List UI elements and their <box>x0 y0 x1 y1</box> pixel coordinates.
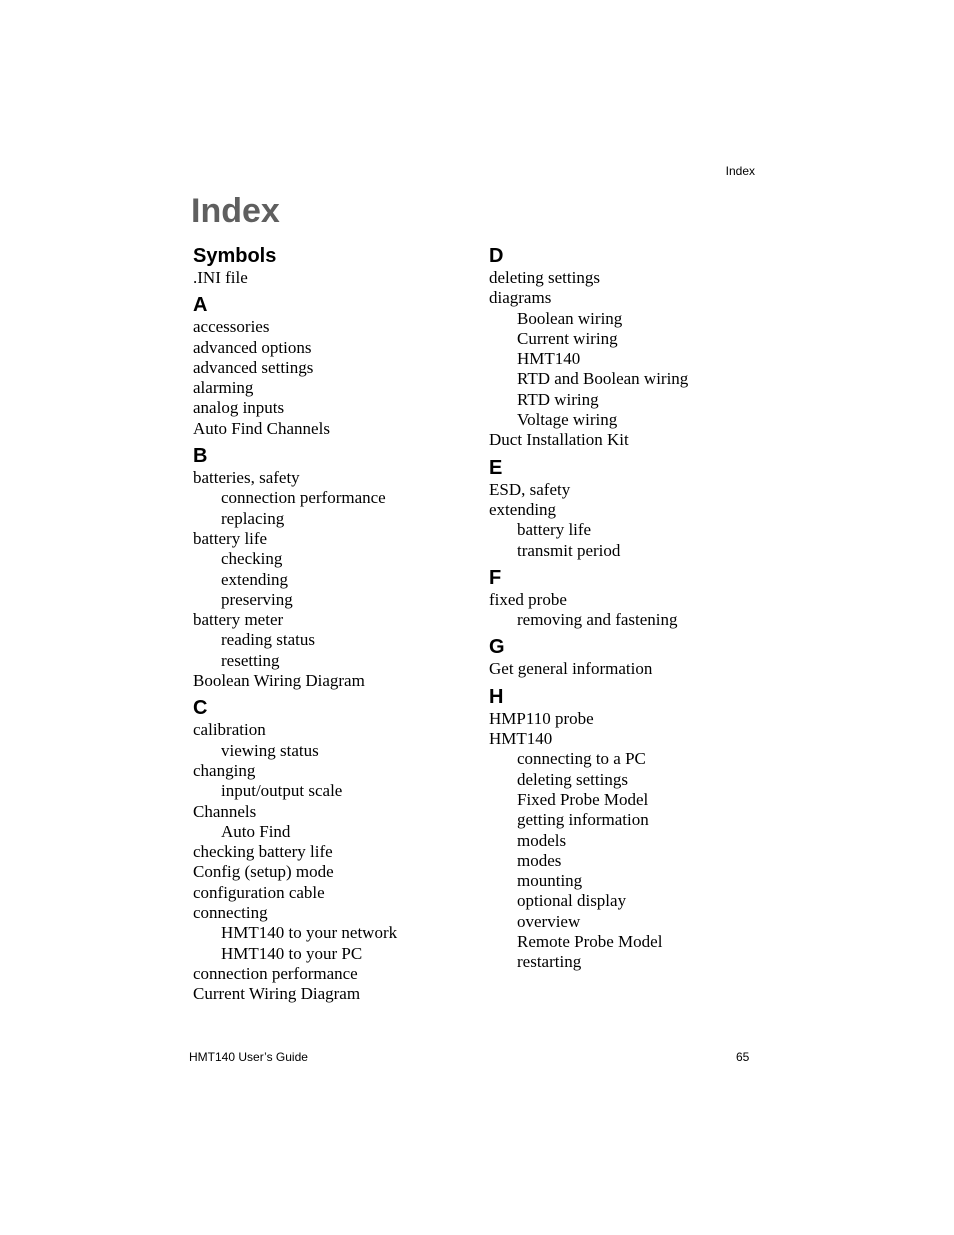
index-subentry: Boolean wiring <box>517 308 623 328</box>
running-head: Index <box>725 164 755 178</box>
index-subentry: removing and fastening <box>517 610 678 630</box>
index-entry: diagrams <box>489 288 552 308</box>
index-subentry: transmit period <box>517 540 621 560</box>
index-entry: deleting settings <box>489 268 600 287</box>
index-entry: extending <box>489 499 557 519</box>
index-subentry: HMT140 to your PC <box>221 943 363 963</box>
index-section-heading: G <box>489 636 505 659</box>
index-entry: alarming <box>193 378 254 398</box>
index-entry: Duct Installation Kit <box>489 430 629 450</box>
index-entry: ESD, safety <box>489 479 571 499</box>
page-title: Index <box>191 192 280 230</box>
index-entry: HMT140 <box>489 729 553 749</box>
index-subentry: preserving <box>221 589 293 609</box>
index-subentry: replacing <box>221 508 285 528</box>
index-entry: configuration cable <box>193 882 325 902</box>
index-subentry: Remote Probe Model <box>517 932 663 952</box>
index-subentry: input/output scale <box>221 781 343 801</box>
index-section-heading: B <box>193 445 208 468</box>
index-subentry: battery life <box>517 520 592 540</box>
index-section-heading: C <box>193 697 208 720</box>
footer-page-number: 65 <box>736 1050 750 1064</box>
index-entry: changing <box>193 760 256 780</box>
index-column-left <box>193 244 463 1010</box>
index-section-heading: E <box>489 456 503 479</box>
index-subentry: reading status <box>221 630 315 650</box>
index-subentry: resetting <box>221 650 280 670</box>
index-subentry: Fixed Probe Model <box>517 789 649 809</box>
index-entry: Boolean Wiring Diagram <box>193 671 365 691</box>
index-section <box>489 566 759 631</box>
index-entry: .INI file <box>193 268 248 287</box>
index-subentry: checking <box>221 549 283 569</box>
index-subentry: mounting <box>517 871 583 891</box>
index-subentry: connection performance <box>221 488 386 508</box>
index-subentry: restarting <box>517 952 582 972</box>
index-section-heading: F <box>489 566 502 589</box>
index-entry: analog inputs <box>193 398 285 418</box>
index-section <box>193 696 463 1004</box>
index-entry: battery meter <box>193 610 284 630</box>
index-entry: Auto Find Channels <box>193 418 330 438</box>
index-section-heading: H <box>489 685 504 708</box>
index-entry: HMP110 probe <box>489 708 594 728</box>
footer-guide-title: HMT140 User’s Guide <box>189 1050 308 1064</box>
index-subentry: Auto Find <box>221 821 291 841</box>
index-section <box>193 244 463 288</box>
index-section <box>489 685 759 973</box>
index-subentry: Current wiring <box>517 328 618 348</box>
index-subentry: overview <box>517 911 581 931</box>
index-subentry: models <box>517 830 567 850</box>
index-section-heading: A <box>193 294 208 317</box>
index-subentry: HMT140 to your network <box>221 923 398 943</box>
index-section-heading: Symbols <box>193 245 277 267</box>
index-subentry: RTD and Boolean wiring <box>517 369 689 389</box>
index-entry: Channels <box>193 801 257 821</box>
index-entry: Config (setup) mode <box>193 862 334 882</box>
index-section <box>489 635 759 679</box>
index-subentry: connecting to a PC <box>517 749 646 769</box>
index-entry: connecting <box>193 903 268 923</box>
index-entry: Get general information <box>489 659 653 679</box>
index-subentry: HMT140 <box>517 349 581 369</box>
index-entry: batteries, safety <box>193 468 300 488</box>
index-entry: battery life <box>193 528 268 548</box>
index-entry: advanced options <box>193 337 312 357</box>
index-section <box>193 293 463 439</box>
index-section <box>193 444 463 691</box>
index-entry: Current Wiring Diagram <box>193 984 361 1004</box>
index-entry: accessories <box>193 317 270 337</box>
index-entry: fixed probe <box>489 589 567 609</box>
index-subentry: viewing status <box>221 740 319 760</box>
index-section-heading: D <box>489 245 504 267</box>
index-entry: connection performance <box>193 963 358 983</box>
index-subentry: deleting settings <box>517 769 628 789</box>
index-section <box>489 244 759 451</box>
index-subentry: RTD wiring <box>517 389 599 409</box>
index-entry: advanced settings <box>193 357 314 377</box>
index-entry: calibration <box>193 720 266 740</box>
index-subentry: extending <box>221 569 289 589</box>
index-subentry: optional display <box>517 891 627 911</box>
index-subentry: getting information <box>517 810 649 830</box>
index-subentry: Voltage wiring <box>517 410 618 430</box>
index-column-right <box>489 244 759 978</box>
index-subentry: modes <box>517 850 562 870</box>
index-entry: checking battery life <box>193 842 333 862</box>
index-section <box>489 456 759 561</box>
